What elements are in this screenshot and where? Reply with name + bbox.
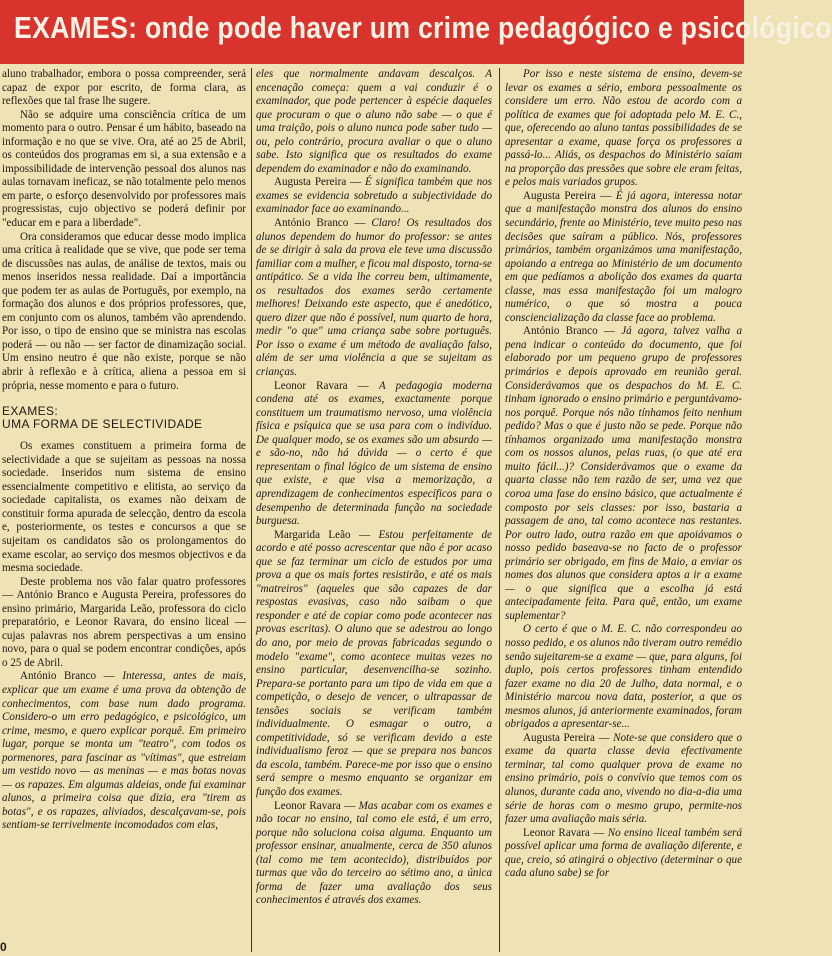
paragraph: Não se adquire uma consciência crítica de um momento para o outro. Pensar é um hábito, baseado na informação e no que se vive. Ora, até ao 25 de Abril, os conteúdos dos programas em si, a sua extensão e a impossibilidade de intervenção pessoal dos alunos nas aulas tornavam ineficaz, se não totalmente pelo menos em parte, o esforço desenvolvido por professores mais progressistas, cujo objectivo se poderá definir por "educar em e para a liberdade". — [2, 108, 246, 230]
speech: No ensino liceal também será possível aplicar uma forma de avaliação diferente, e que, creio, só atingirá o objectivo (determinar o que cada aluno sabe) se for — [505, 826, 742, 880]
paragraph: aluno trabalhador, embora o possa compreender, será capaz de expor por escrito, de forma clara, as reflexões que tal frase lhe sugere. — [2, 68, 246, 108]
speech: Mas acabar com os exames e não tocar no ensino, tal como ele está, é um erro, porque não soluciona coisa alguma. Enquanto um professor ensinar, anualmente, cerca de 350 alunos (tal como me tem acontecido), distribuídos por turmas que vão do terceiro ao sétimo ano, a única forma de fazer uma avaliação dos seus conhecimentos é através dos exames. — [256, 799, 492, 907]
speech: Claro! Os resultados dos alunos dependem do humor do professor: se antes de se dirigir à sala da prova ele teve uma discussão familiar com a mulher, e ficou mal disposto, torna-se antipático. Se a vida lhe correu bem, ultimamente, os resultados dos exames serão certamente melhores! Deixando este aspecto, que é anedótico, quero dizer que não é possível, num quarto de hora, medir "o que" uma criança sabe sobre português. Por isso o exame é um método de avaliação falso, além de ser uma violência a que se sujeitam as crianças. — [256, 217, 492, 379]
speech: Já agora, talvez valha a pena indicar o conteúdo do documento, que foi elaborado por um pequeno grupo de professores primários e depois aprovado em reunião geral. Considerávamos que os despachos do M. E. C. tinham ignorado o ensino primário e perguntávamo-nos porquê. Porque nós não tínhamos feito nenhum pedido? Mas o que é justo não se pede. Porque não tínhamos organizado uma manifestação monstra com os nossos alunos, pelas ruas, (o que até era muito fácil...)? Considerávamos que o exame da quarta classe não tem razão de ser, uma vez que coroa uma fase do ensino básico, que actualmente é composto por seis classes: por isso, bastaria a passagem de ano, tal como acontece nas restantes. Por outro lado, outra razão em que apoiávamos o nosso pedido baseava-se no facto de o professor primário ser obrigado, em fins de Maio, a enviar os nomes dos alunos que considera aptos a ir a exame — o que significa que a escolha já está antecipadamente feita. Para quê, então, um exame suplementar? — [505, 325, 742, 622]
paragraph: Por isso e neste sistema de ensino, devem-se levar os exames a sério, embora pessoalmente os considere um erro. Não estou de acordo com a política de exames que foi adoptada pelo M. E. C., que, oferecendo ao aluno tantas possibilidades de se apresentar a exame, quase força os professores a passá-lo... Aliás, os despachos do Ministério saíam na proporção das pressões que sobre ele eram feitas, e pelos mais variados grupos. — [505, 68, 742, 189]
paragraph: Ora consideramos que educar desse modo implica uma crítica à realidade que se vive, que pode ser tema de discussões nas aulas, de análise de textos, mais ou menos inseridos nessa realidade. Daí a importância que podem ter as aulas de Português, por exemplo, na formação dos alunos e dos próprios professores, que, em conjunto com os alunos, também vão aprendendo. Por isso, o tipo de ensino que se ministra nas escolas poderá — ou não — ser factor de dinamização social. Um ensino neutro é que não existe, porque se não abrir à reflexão e à crítica, aliena a pessoa em si própria, nesse momento e para o futuro. — [2, 230, 246, 392]
article-column-3 — [505, 68, 742, 952]
speaker-name: Leonor Ravara — — [274, 799, 359, 812]
speaker-name: Leonor Ravara — — [523, 826, 608, 839]
paragraph — [505, 325, 742, 623]
speaker-name: António Branco — — [274, 217, 372, 230]
section-heading-line2: UMA FORMA DE SELECTIVIDADE — [2, 417, 203, 432]
article-column-2 — [256, 68, 492, 952]
paragraph: O certo é que o M. E. C. não correspondeu ao nosso pedido, e os alunos não tiveram outro remédio senão sujeitarem-se a exame — que, para alguns, foi duplo, pois certos professores tinham entendido fazer exame no dia 20 de Julho, data normal, e o Ministério marcou nova data, posterior, a que os mesmos alunos, já anteriormente examinados, foram obrigados a apresentar-se... — [505, 623, 742, 731]
speech: Interessa, antes de mais, explicar que um exame é uma prova da obtenção de conhecimentos, com base num dado programa. Considero-o um erro pedagógico, e psicológico, um crime, mesmo, e quero explicar porquê. Em primeiro lugar, porque se monta um "teatro", com todos os pormenores, para fascinar as "vítimas", que estreiam um vestido novo — as meninas — e mas botas novas — os rapazes. Em algumas aldeias, onde fui examinar alunos, a primeira coisa que dizia, era "tirem as botas", e os rapazes, aliviados, descalçavam-se, pois sentiam-se terrivelmente incomodados com elas, — [2, 670, 246, 832]
section-heading-line1: EXAMES: — [2, 404, 59, 419]
paragraph — [256, 176, 492, 217]
paragraph — [505, 190, 742, 325]
speech: É já agora, interessa notar que a manifestação monstra dos alunos do ensino secundário, frente ao Ministério, teve muito peso nas decisões que saíram a público. Nós, professores primários, também organizámos uma manifestação, apoiando a entrega ao Ministério de um documento em que pedíamos a abolição dos exames da quarta classe, mas essa manifestação foi um malogro numérico, o que só mostra a pouca consciencialização da classe face ao problema. — [505, 189, 742, 324]
speaker-name: Augusta Pereira — — [274, 176, 366, 189]
speech: É significa também que nos exames se evidencia sobretudo a subjectividade do examinador face ao examinando... — [256, 176, 492, 216]
speaker-name: Margarida Leão — — [274, 528, 379, 541]
column-divider — [251, 68, 252, 952]
speaker-name: António Branco — — [20, 670, 123, 683]
speaker-name: Augusta Pereira — — [523, 731, 614, 744]
section-heading — [2, 405, 246, 431]
speech: Estou perfeitamente de acordo e até posso acrescentar que não é por acaso que se faz terminar um ciclo de estudos por uma prova a que os mais fortes resistirão, e até os mais "matreiros" (aqueles que são capazes de dar respostas evasivas, caso não saibam o que responder e até de copiar como pode acontecer nas provas escritas). O aluno que se adestrou ao longo do ano, por meio de provas fabricadas segundo o modelo "exame", como acontece muitas vezes no ensino particular, desenvencilha-se sozinho. Prepara-se portanto para um tipo de vida em que a competição, o desejo de vencer, o ultrapassar de tensões sociais se verificam também individualmente. O esmagar o outro, a competitividade, só se verificam devido a este individualismo feroz — que se prepara nos bancos da escola, também. Parece-me por isso que o ensino será sempre o mesmo enquanto se organizar em função dos exames. — [256, 528, 492, 798]
paragraph — [256, 380, 492, 529]
paragraph: Os exames constituem a primeira forma de selectividade a que se sujeitam as pessoas na nossa sociedade. Inseridos num sistema de ensino essencialmente competitivo e elitista, ao serviço da sociedade capitalista, os exames não deixam de constituir forma apurada de selecção, dentro da escola e, posteriormente, os testes e concursos a que se sujeitam os candidatos são os prolongamentos do exame escolar, ao serviço dos mesmos objectivos e da mesma sociedade. — [2, 440, 246, 575]
paragraph — [2, 670, 246, 833]
column-divider — [499, 68, 500, 952]
page-number: 0 — [0, 940, 7, 954]
paragraph: eles que normalmente andavam descalços. A encenação começa: quem a vai conduzir é o examinador, que pode pertencer à espécie daqueles que procuram o que o aluno não sabe — o que é uma traição, pois o aluno nunca pode saber tudo — ou, pelo contrário, procura avaliar o que o aluno sabe. Isto significa que os resultados do exame dependem do examinador e não do examinando. — [256, 68, 492, 175]
article-column-1 — [2, 68, 246, 952]
speaker-name: Augusta Pereira — — [523, 189, 616, 202]
paragraph — [256, 800, 492, 908]
paragraph — [256, 529, 492, 800]
paragraph — [505, 827, 742, 881]
speech: Note-se que considero que o exame da quarta classe devia efectivamente terminar, tal como qualquer prova de exame no ensino primário, pois o convívio que temos com os alunos, durante cada ano, vivendo no dia-a-dia uma série de horas com o mesmo grupo, permite-nos fazer uma avaliação mais séria. — [505, 731, 743, 826]
speech: A pedagogia moderna condena até os exames, exactamente porque constituem um traumatismo nervoso, uma violência física e psíquica que se usa para com o indivíduo. De qualquer modo, se os exames são um absurdo — e são-no, não há dúvida — o certo é que representam o final lógico de um sistema de ensino que existe, e que visa a memorização, a aprendizagem de conhecimentos específicos para o desempenho de determinada função na sociedade burguesa. — [256, 379, 492, 528]
paragraph: Deste problema nos vão falar quatro professores — António Branco e Augusta Pereira, professores do ensino primário, Margarida Leão, professora do ciclo preparatório, e Leonor Ravara, do ensino liceal — cujas palavras nos abrem perspectivas a um ensino novo, para o qual se podem encontrar condições, após o 25 de Abril. — [2, 575, 246, 669]
paragraph — [256, 217, 492, 380]
speaker-name: Leonor Ravara — — [274, 379, 379, 392]
speaker-name: António Branco — — [523, 325, 622, 338]
headline-banner — [0, 0, 832, 64]
paragraph — [505, 732, 742, 827]
page-title: EXAMES: onde pode haver um crime pedagógico e psicológico — [14, 10, 832, 45]
